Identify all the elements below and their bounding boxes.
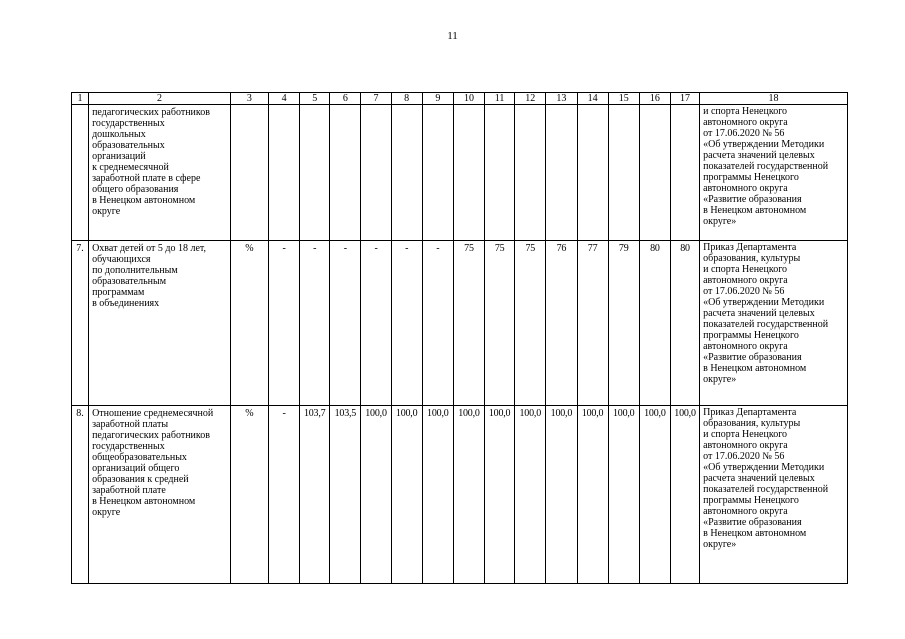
indicator-name: Охват детей от 5 до 18 лет, обучающихся по дополнительным образовательным программам в объединениях: [89, 241, 231, 406]
value-cell: 100,0: [391, 406, 422, 584]
row-number: 7.: [72, 241, 89, 406]
unit-cell: %: [230, 241, 268, 406]
value-cell: 100,0: [515, 406, 546, 584]
row-number: 8.: [72, 406, 89, 584]
value-cell: 103,7: [300, 406, 330, 584]
value-cell: 100,0: [670, 406, 699, 584]
column-header-16: 16: [639, 93, 670, 105]
column-header-12: 12: [515, 93, 546, 105]
value-cell: 100,0: [577, 406, 608, 584]
value-cell: -: [268, 241, 299, 406]
value-cell: [422, 105, 453, 241]
indicator-name: Отношение среднемесячной заработной платы педагогических работников государственных общеобразовательных организаций общего образования к средней заработной плате в Ненецком автономном округе: [89, 406, 231, 584]
value-cell: 100,0: [361, 406, 391, 584]
source-document: Приказ Департамента образования, культуры и спорта Ненецкого автономного округа от 17.06.2020 № 56 «Об утверждении Методики расчета значений целевых показателей государственной программы Ненецкого автономного округа «Развитие образования в Ненецком автономном округе»: [700, 406, 848, 584]
column-header-3: 3: [230, 93, 268, 105]
row-number: [72, 105, 89, 241]
header-row: [72, 93, 848, 105]
column-header-15: 15: [608, 93, 639, 105]
column-header-17: 17: [670, 93, 699, 105]
value-cell: 80: [670, 241, 699, 406]
value-cell: [361, 105, 391, 241]
column-header-18: 18: [700, 93, 848, 105]
column-header-5: 5: [300, 93, 330, 105]
value-cell: [268, 105, 299, 241]
unit-cell: [230, 105, 268, 241]
value-cell: 76: [546, 241, 577, 406]
value-cell: [670, 105, 699, 241]
value-cell: 79: [608, 241, 639, 406]
column-header-2: 2: [89, 93, 231, 105]
column-header-13: 13: [546, 93, 577, 105]
source-document: и спорта Ненецкого автономного округа от 17.06.2020 № 56 «Об утверждении Методики расчета значений целевых показателей государственной программы Ненецкого автономного округа «Развитие образования в Ненецком автономном округе»: [700, 105, 848, 241]
value-cell: 100,0: [485, 406, 515, 584]
value-cell: [577, 105, 608, 241]
value-cell: [300, 105, 330, 241]
value-cell: [453, 105, 484, 241]
column-header-10: 10: [453, 93, 484, 105]
source-document: Приказ Департамента образования, культуры и спорта Ненецкого автономного округа от 17.06.2020 № 56 «Об утверждении Методики расчета значений целевых показателей государственной программы Ненецкого автономного округа «Развитие образования в Ненецком автономном округе»: [700, 241, 848, 406]
table-row: [72, 105, 848, 241]
value-cell: [485, 105, 515, 241]
column-header-7: 7: [361, 93, 391, 105]
unit-cell: %: [230, 406, 268, 584]
value-cell: 75: [485, 241, 515, 406]
value-cell: [546, 105, 577, 241]
value-cell: [391, 105, 422, 241]
value-cell: [330, 105, 361, 241]
value-cell: -: [361, 241, 391, 406]
value-cell: -: [330, 241, 361, 406]
value-cell: -: [391, 241, 422, 406]
value-cell: 103,5: [330, 406, 361, 584]
indicator-name: педагогических работников государственных дошкольных образовательных организаций к среднемесячной заработной плате в сфере общего образования в Ненецком автономном округе: [89, 105, 231, 241]
value-cell: 100,0: [608, 406, 639, 584]
value-cell: 100,0: [546, 406, 577, 584]
column-header-6: 6: [330, 93, 361, 105]
value-cell: -: [422, 241, 453, 406]
column-header-8: 8: [391, 93, 422, 105]
table-row: [72, 241, 848, 406]
value-cell: -: [268, 406, 299, 584]
value-cell: [515, 105, 546, 241]
value-cell: 75: [515, 241, 546, 406]
column-header-14: 14: [577, 93, 608, 105]
indicator-table: [71, 92, 848, 584]
value-cell: 75: [453, 241, 484, 406]
column-header-4: 4: [268, 93, 299, 105]
value-cell: [608, 105, 639, 241]
value-cell: [639, 105, 670, 241]
value-cell: 77: [577, 241, 608, 406]
value-cell: 100,0: [422, 406, 453, 584]
table-row: [72, 406, 848, 584]
column-header-11: 11: [485, 93, 515, 105]
page-number: 11: [447, 30, 458, 42]
column-header-1: 1: [72, 93, 89, 105]
value-cell: -: [300, 241, 330, 406]
value-cell: 100,0: [639, 406, 670, 584]
column-header-9: 9: [422, 93, 453, 105]
value-cell: 80: [639, 241, 670, 406]
value-cell: 100,0: [453, 406, 484, 584]
